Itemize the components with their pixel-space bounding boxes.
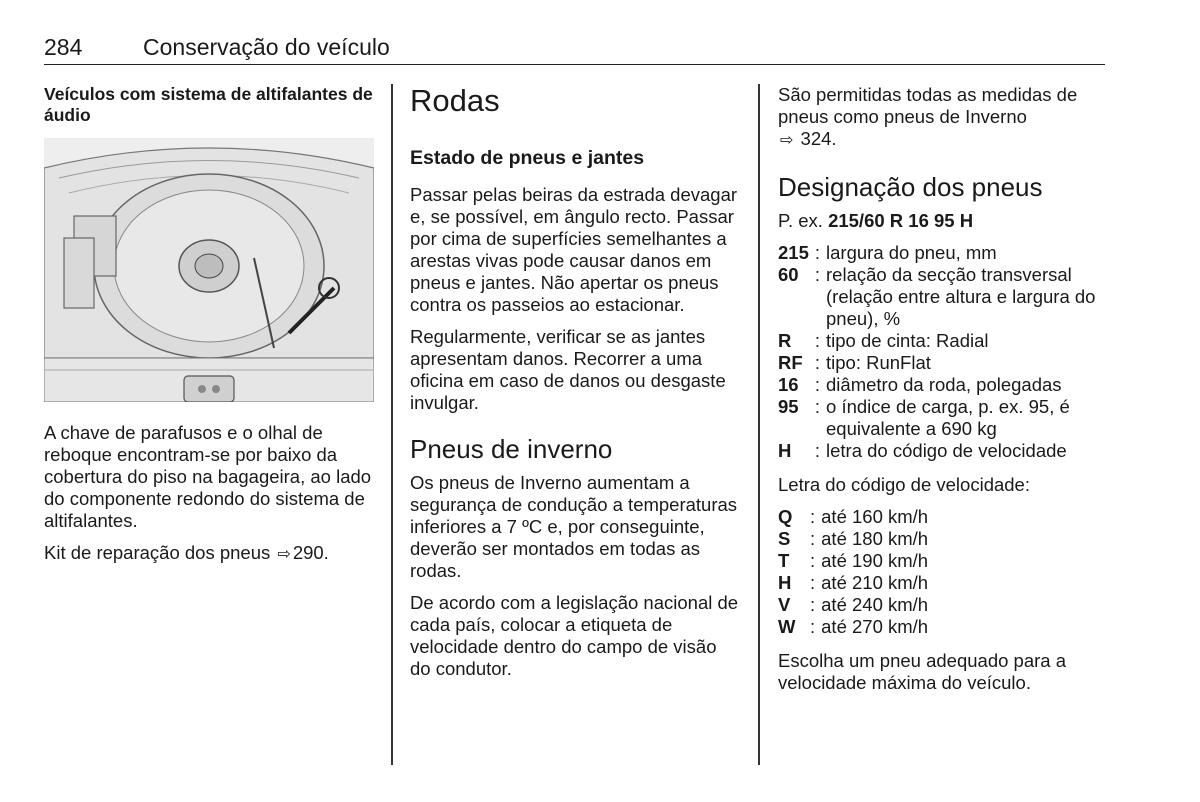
heading-winter-tyres: Pneus de inverno	[410, 434, 613, 464]
speed-value: até 180 km/h	[821, 528, 929, 549]
speed-row	[778, 616, 928, 638]
winter-sizes-text: São permitidas todas as medidas de pneus como pneus de Inverno	[778, 84, 1078, 127]
colon: :	[810, 616, 816, 637]
definition-row	[778, 440, 1108, 462]
colon: :	[810, 528, 816, 549]
column-3	[778, 84, 1108, 704]
definition-row	[778, 396, 1108, 440]
paragraph-speed-label: De acordo com a legislação nacional de cada país, colocar a etiqueta de velocidade dentro do campo de visão do condutor.	[410, 592, 739, 679]
definition-key: 60	[778, 264, 799, 285]
column-divider-2	[758, 84, 760, 765]
definition-key: 95	[778, 396, 799, 417]
definition-value: diâmetro da roda, polegadas	[826, 374, 1062, 395]
colon: :	[810, 594, 816, 615]
speed-value: até 210 km/h	[821, 572, 929, 593]
heading-rodas: Rodas	[410, 83, 500, 118]
page-reference-icon: ⇨	[277, 546, 291, 563]
definition-value: o índice de carga, p. ex. 95, é equivalente a 690 kg	[826, 396, 1070, 439]
speed-value: até 240 km/h	[821, 594, 929, 615]
speed-row	[778, 528, 928, 550]
trunk-illustration	[44, 138, 374, 402]
speed-row	[778, 506, 928, 528]
speed-key: T	[778, 550, 790, 571]
speed-key: V	[778, 594, 791, 615]
paragraph-repair-kit	[44, 542, 376, 566]
colon: :	[814, 242, 821, 263]
paragraph-choose-tyre: Escolha um pneu adequado para a velocidade máxima do veículo.	[778, 650, 1066, 693]
winter-sizes-ref: 324.	[800, 128, 837, 149]
colon: :	[814, 374, 821, 395]
definition-value: tipo: RunFlat	[826, 352, 931, 373]
trunk-floor-drawing	[44, 138, 374, 402]
paragraph-winter-safety: Os pneus de Inverno aumentam a segurança de condução a temperaturas inferiores a 7 ºC e, por conseguinte, deverão ser montados em todas as rodas.	[410, 472, 738, 581]
definition-row	[778, 242, 1108, 264]
speed-row	[778, 594, 928, 616]
speed-value: até 190 km/h	[821, 550, 929, 571]
definition-value: tipo de cinta: Radial	[826, 330, 989, 351]
definition-row	[778, 264, 1108, 330]
definition-key: H	[778, 440, 792, 461]
speed-key: S	[778, 528, 791, 549]
paragraph-kerbs: Passar pelas beiras da estrada devagar e, se possível, em ângulo recto. Passar por cima de superfícies semelhantes a arestas vivas pode causar danos em pneus e jantes. Não apertar os pneus contra os passeios ao estacionar.	[410, 184, 738, 315]
subheading-audio-system: Veículos com sistema de altifalantes de áudio	[44, 84, 373, 125]
definition-row	[778, 352, 1108, 374]
speed-value: até 160 km/h	[821, 506, 929, 527]
speed-key: Q	[778, 506, 793, 527]
speed-code-list	[778, 506, 928, 638]
colon: :	[814, 330, 821, 351]
page-reference-icon: ⇨	[780, 132, 794, 149]
column-2	[410, 84, 742, 690]
designation-definitions	[778, 242, 1108, 462]
speed-key: H	[778, 572, 792, 593]
speed-key: W	[778, 616, 796, 637]
column-divider-1	[391, 84, 393, 765]
example-prefix: P. ex.	[778, 210, 823, 231]
paragraph-winter-sizes	[778, 84, 1108, 152]
repair-kit-ref: 290.	[292, 542, 329, 563]
definition-row	[778, 330, 1108, 352]
definition-value: largura do pneu, mm	[826, 242, 997, 263]
designation-example	[778, 210, 1108, 232]
definition-value: relação da secção transversal (relação entre altura e largura do pneu), %	[826, 264, 1096, 329]
colon: :	[810, 506, 816, 527]
speed-row	[778, 572, 928, 594]
colon: :	[814, 352, 821, 373]
colon: :	[810, 550, 816, 571]
page-header	[44, 34, 1105, 65]
page-number: 284	[44, 34, 83, 60]
definition-key: RF	[778, 352, 803, 373]
definition-value: letra do código de velocidade	[826, 440, 1067, 461]
speed-value: até 270 km/h	[821, 616, 929, 637]
definition-key: 215	[778, 242, 809, 263]
definition-key: R	[778, 330, 792, 351]
speed-row	[778, 550, 928, 572]
paragraph-rims-check: Regularmente, verificar se as jantes apresentam danos. Recorrer a uma oficina em caso de danos ou desgaste invulgar.	[410, 326, 726, 413]
definition-key: 16	[778, 374, 799, 395]
column-1	[44, 84, 376, 576]
definition-row	[778, 374, 1108, 396]
paragraph-tool-location: A chave de parafusos e o olhal de reboque encontram-se por baixo da cobertura do piso na bagageira, ao lado do componente redondo do sistema de altifalantes.	[44, 422, 372, 531]
heading-tyre-condition: Estado de pneus e jantes	[410, 147, 645, 169]
speed-code-intro: Letra do código de velocidade:	[778, 474, 1030, 495]
colon: :	[814, 440, 821, 461]
colon: :	[814, 396, 821, 417]
example-code: 215/60 R 16 95 H	[828, 210, 974, 231]
colon: :	[810, 572, 816, 593]
colon: :	[814, 264, 821, 285]
heading-tyre-designation: Designação dos pneus	[778, 172, 1043, 202]
repair-kit-text: Kit de reparação dos pneus	[44, 542, 271, 563]
section-title: Conservação do veículo	[143, 34, 390, 60]
